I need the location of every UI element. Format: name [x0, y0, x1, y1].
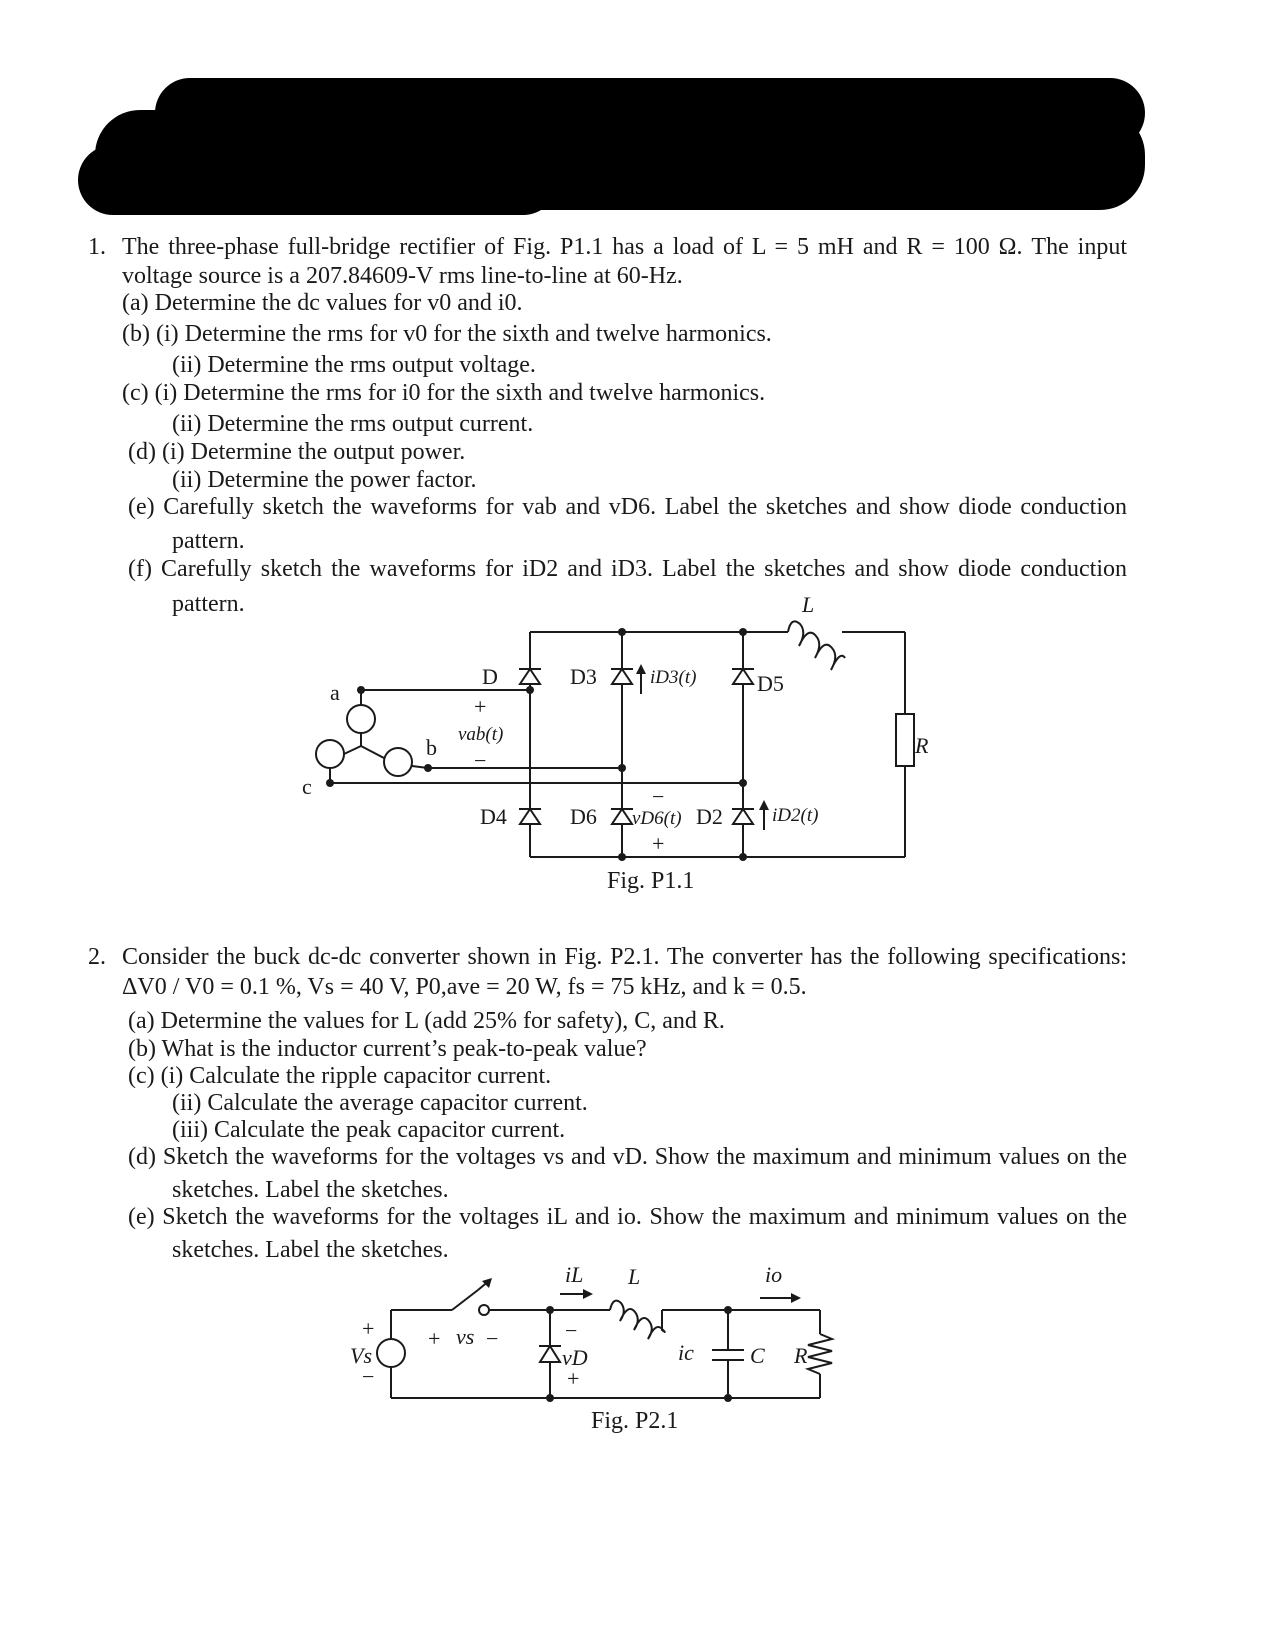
problem2-part-c-iii: (iii) Calculate the peak capacitor current. — [172, 1117, 566, 1143]
p2-label-iL: iL — [565, 1262, 584, 1287]
p1-label-vD6-minus: − — [652, 784, 665, 809]
p1-label-D1: D — [482, 664, 498, 689]
figure-p2-1-caption: Fig. P2.1 — [591, 1408, 679, 1434]
problem1-part-a: (a) Determine the dc values for v0 and i0. — [122, 290, 523, 316]
p2-label-Vs-plus: + — [362, 1316, 375, 1341]
p2-label-L: L — [628, 1264, 641, 1289]
p1-label-iD3: iD3(t) — [650, 667, 697, 688]
problem1-part-b-i: (b) (i) Determine the rms for v0 for the sixth and twelve harmonics. — [122, 321, 772, 347]
problem1-part-f: (f) Carefully sketch the waveforms for iD2 and iD3. Label the sketches and show diode conduction — [128, 556, 1127, 582]
p2-label-vs-plus: + — [428, 1326, 441, 1351]
p1-label-vab-plus: + — [474, 694, 487, 719]
p2-label-ic: ic — [678, 1340, 694, 1365]
problem1-part-f-cont: pattern. — [172, 591, 245, 617]
problem1-intro-line2: voltage source is a 207.84609-V rms line-to-line at 60-Hz. — [122, 263, 683, 289]
p1-label-D3: D3 — [570, 664, 597, 689]
p1-label-vab-minus: − — [474, 748, 487, 773]
p2-label-vD: vD — [562, 1345, 588, 1370]
problem2-part-d: (d) Sketch the waveforms for the voltages vs and vD. Show the maximum and minimum values on the — [128, 1144, 1127, 1170]
p1-label-D4: D4 — [480, 804, 507, 829]
problem2-part-d-cont: sketches. Label the sketches. — [172, 1177, 449, 1203]
problem2-part-c-ii: (ii) Calculate the average capacitor current. — [172, 1090, 588, 1116]
p1-label-D5: D5 — [757, 671, 784, 696]
p1-label-D6: D6 — [570, 804, 597, 829]
problem1-part-d-i: (d) (i) Determine the output power. — [128, 439, 466, 465]
problem1-intro-line1: The three-phase full-bridge rectifier of Fig. P1.1 has a load of L = 5 mH and R = 100 Ω. The input — [122, 234, 1127, 260]
figure-p1-1-caption: Fig. P1.1 — [607, 868, 695, 894]
problem1-part-e: (e) Carefully sketch the waveforms for vab and vD6. Label the sketches and show diode conduction — [128, 494, 1127, 520]
p1-label-a: a — [330, 680, 340, 705]
p1-label-vD6: vD6(t) — [632, 808, 682, 829]
problem2-part-b: (b) What is the inductor current’s peak-to-peak value? — [128, 1036, 647, 1062]
problem1-part-d-ii: (ii) Determine the power factor. — [172, 467, 477, 493]
p1-label-c: c — [302, 774, 312, 799]
source-Vs-circle — [377, 1339, 405, 1367]
problem2-intro-line2: ΔV0 / V0 = 0.1 %, Vs = 40 V, P0,ave = 20 W, fs = 75 kHz, and k = 0.5. — [122, 974, 807, 1000]
problem2-number: 2. — [88, 944, 106, 970]
problem2-part-e: (e) Sketch the waveforms for the voltages iL and io. Show the maximum and minimum values on the — [128, 1204, 1127, 1230]
p1-label-iD2: iD2(t) — [772, 805, 819, 826]
problem2-intro-line1: Consider the buck dc-dc converter shown in Fig. P2.1. The converter has the following specifications: — [122, 944, 1127, 970]
problem1-number: 1. — [88, 234, 106, 260]
problem2-part-c-i: (c) (i) Calculate the ripple capacitor current. — [128, 1063, 552, 1089]
problem1-part-c-ii: (ii) Determine the rms output current. — [172, 411, 534, 437]
switch-contact — [479, 1305, 489, 1315]
p1-label-L: L — [802, 592, 815, 617]
p2-label-vD-plus: + — [567, 1366, 580, 1391]
p1-label-vD6-plus: + — [652, 831, 665, 856]
p1-label-D2: D2 — [696, 804, 723, 829]
problem2-part-e-cont: sketches. Label the sketches. — [172, 1237, 449, 1263]
p2-label-io: io — [765, 1262, 783, 1287]
p2-label-vs: vs — [456, 1324, 475, 1349]
p2-label-vs-minus: − — [486, 1326, 499, 1351]
problem2-part-a: (a) Determine the values for L (add 25% for safety), C, and R. — [128, 1008, 725, 1034]
problem1-part-c-i: (c) (i) Determine the rms for i0 for the sixth and twelve harmonics. — [122, 380, 766, 406]
problem1-part-e-cont: pattern. — [172, 528, 245, 554]
p2-label-Vs-minus: − — [362, 1364, 375, 1389]
problem1-part-b-ii: (ii) Determine the rms output voltage. — [172, 352, 536, 378]
p1-label-vab: vab(t) — [458, 724, 504, 745]
p2-label-vD-minus: − — [565, 1318, 578, 1343]
p2-label-R: R — [794, 1343, 808, 1368]
p1-label-b: b — [426, 735, 437, 760]
p2-label-Vs: Vs — [350, 1343, 372, 1368]
p1-label-R: R — [915, 733, 929, 758]
p2-label-C: C — [750, 1343, 765, 1368]
switch-blade — [452, 1290, 478, 1310]
